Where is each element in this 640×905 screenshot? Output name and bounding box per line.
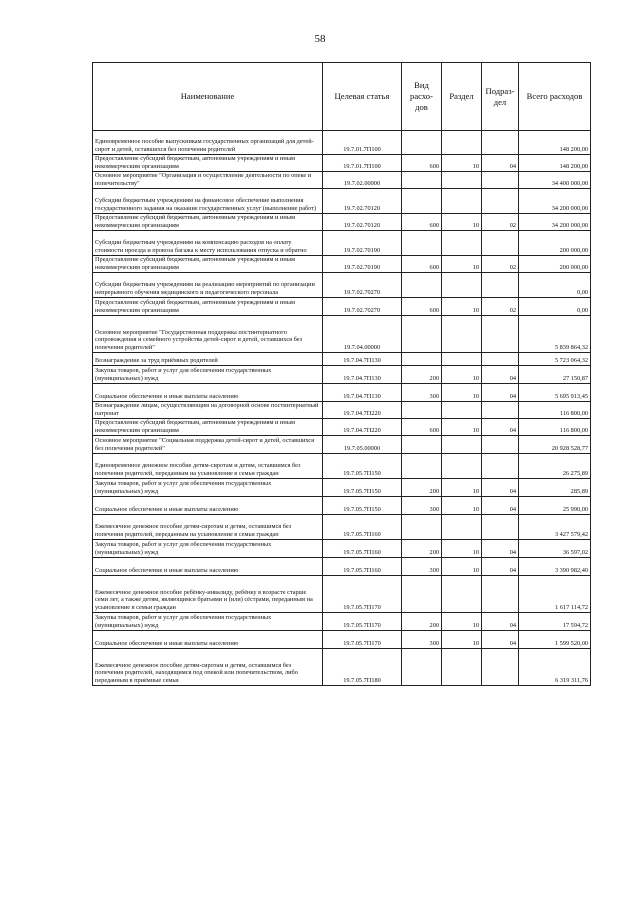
row-name-cell: Социальное обеспечение и иные выплаты населению xyxy=(93,384,323,402)
table-row xyxy=(93,256,591,273)
table-row xyxy=(93,214,591,231)
table-row xyxy=(93,576,591,613)
table-row xyxy=(93,515,591,540)
table-row xyxy=(93,231,591,256)
row-name-cell: Основное мероприятие "Государственная поддержка постинтернатного сопровождения и семейного устройства детей-сирот и детей, оставшихся без попечения родителей" xyxy=(93,316,323,353)
row-name-cell: Субсидии бюджетным учреждениям на компенсацию расходов на оплату стоимости проезда и провоза багажа к месту использования отпуска и обратно xyxy=(93,231,323,256)
row-expense-type-cell: 600 xyxy=(402,256,442,273)
row-target-article-cell: 19.7.05.7П160 xyxy=(323,558,402,576)
row-total-cell: 148 200,00 xyxy=(519,131,591,155)
table-row xyxy=(93,613,591,631)
row-name-cell: Предоставление субсидий бюджетным, автономным учреждениям и иным некоммерческим организациям xyxy=(93,419,323,436)
row-target-article-cell: 19.7.04.7П220 xyxy=(323,402,402,419)
row-total-cell: 34 400 000,00 xyxy=(519,172,591,189)
row-section-cell: 10 xyxy=(442,631,482,649)
row-expense-type-cell: 300 xyxy=(402,497,442,515)
row-total-cell: 6 319 311,76 xyxy=(519,649,591,686)
row-target-article-cell: 19.7.04.7П130 xyxy=(323,384,402,402)
row-section-cell: 10 xyxy=(442,540,482,558)
row-subsection-cell: 02 xyxy=(482,214,519,231)
table-row xyxy=(93,273,591,298)
table-row xyxy=(93,631,591,649)
row-total-cell: 5 723 064,32 xyxy=(519,353,591,366)
row-expense-type-cell xyxy=(402,273,442,298)
row-name-cell: Социальное обеспечение и иные выплаты населению xyxy=(93,497,323,515)
row-section-cell xyxy=(442,273,482,298)
row-total-cell: 3 427 579,42 xyxy=(519,515,591,540)
row-name-cell: Закупка товаров, работ и услуг для обеспечения государственных (муниципальных) нужд xyxy=(93,479,323,497)
row-target-article-cell: 19.7.05.7П160 xyxy=(323,540,402,558)
row-expense-type-cell xyxy=(402,515,442,540)
row-section-cell: 10 xyxy=(442,479,482,497)
table-row xyxy=(93,316,591,353)
table-row xyxy=(93,436,591,454)
row-subsection-cell: 02 xyxy=(482,298,519,316)
row-section-cell: 10 xyxy=(442,613,482,631)
row-expense-type-cell: 600 xyxy=(402,419,442,436)
row-subsection-cell: 04 xyxy=(482,479,519,497)
row-total-cell: 27 150,87 xyxy=(519,366,591,384)
row-name-cell: Единовременное денежное пособие детям-сиротам и детям, оставшимся без попечения родителей, переданным на усыновление в семьи граждан xyxy=(93,454,323,479)
row-subsection-cell: 04 xyxy=(482,384,519,402)
row-subsection-cell xyxy=(482,436,519,454)
row-name-cell: Предоставление субсидий бюджетным, автономным учреждениям и иным некоммерческим организациям xyxy=(93,214,323,231)
table-row xyxy=(93,298,591,316)
row-target-article-cell: 19.7.05.7П150 xyxy=(323,497,402,515)
row-expense-type-cell xyxy=(402,131,442,155)
row-total-cell: 200 000,00 xyxy=(519,256,591,273)
header-name: Наименование xyxy=(93,63,323,131)
row-total-cell: 1 599 520,00 xyxy=(519,631,591,649)
table-row xyxy=(93,155,591,172)
row-subsection-cell: 04 xyxy=(482,613,519,631)
row-subsection-cell: 02 xyxy=(482,256,519,273)
row-total-cell: 26 275,89 xyxy=(519,454,591,479)
row-total-cell: 34 200 000,00 xyxy=(519,214,591,231)
row-subsection-cell xyxy=(482,273,519,298)
header-section: Раздел xyxy=(442,63,482,131)
table-row xyxy=(93,479,591,497)
row-expense-type-cell xyxy=(402,172,442,189)
row-name-cell: Субсидии бюджетным учреждениям на реализацию мероприятий по организации непрерывного обучения медицинского и педагогического персонала xyxy=(93,273,323,298)
row-target-article-cell: 19.7.04.00000 xyxy=(323,316,402,353)
row-name-cell: Предоставление субсидий бюджетным, автономным учреждениям и иным некоммерческим организациям xyxy=(93,155,323,172)
table-body xyxy=(93,131,591,686)
row-total-cell: 0,00 xyxy=(519,273,591,298)
table-row xyxy=(93,649,591,686)
row-name-cell: Ежемесячное денежное пособие детям-сиротам и детям, оставшимся без попечения родителей, находящимся под опекой или попечительством, либо переданным в приёмные семьи xyxy=(93,649,323,686)
table-row xyxy=(93,189,591,214)
row-name-cell: Социальное обеспечение и иные выплаты населению xyxy=(93,631,323,649)
row-total-cell: 20 928 528,77 xyxy=(519,436,591,454)
row-target-article-cell: 19.7.01.7П100 xyxy=(323,155,402,172)
row-total-cell: 0,00 xyxy=(519,298,591,316)
row-target-article-cell: 19.7.05.7П170 xyxy=(323,576,402,613)
row-target-article-cell: 19.7.02.70120 xyxy=(323,189,402,214)
row-subsection-cell xyxy=(482,172,519,189)
row-target-article-cell: 19.7.05.7П160 xyxy=(323,515,402,540)
header-subsection: Подраз-дел xyxy=(482,63,519,131)
row-total-cell: 5 839 864,32 xyxy=(519,316,591,353)
row-expense-type-cell xyxy=(402,353,442,366)
row-target-article-cell: 19.7.01.7П100 xyxy=(323,131,402,155)
row-expense-type-cell xyxy=(402,454,442,479)
row-expense-type-cell: 200 xyxy=(402,366,442,384)
row-total-cell: 17 594,72 xyxy=(519,613,591,631)
row-section-cell xyxy=(442,454,482,479)
page-number: 58 xyxy=(314,33,326,45)
row-section-cell: 10 xyxy=(442,214,482,231)
row-section-cell: 10 xyxy=(442,419,482,436)
row-section-cell: 10 xyxy=(442,256,482,273)
table-header-row xyxy=(93,63,591,131)
row-total-cell: 25 990,00 xyxy=(519,497,591,515)
row-expense-type-cell xyxy=(402,316,442,353)
row-name-cell: Ежемесячное денежное пособие детям-сиротам и детям, оставшимся без попечения родителей, переданным на усыновление в семьи граждан xyxy=(93,515,323,540)
row-subsection-cell xyxy=(482,402,519,419)
row-target-article-cell: 19.7.02.70120 xyxy=(323,214,402,231)
row-name-cell: Субсидии бюджетным учреждениям на финансовое обеспечение выполнения государственного задания на оказание государственных услуг (выполнение работ) xyxy=(93,189,323,214)
row-expense-type-cell: 200 xyxy=(402,479,442,497)
row-section-cell: 10 xyxy=(442,155,482,172)
row-total-cell: 1 617 114,72 xyxy=(519,576,591,613)
row-target-article-cell: 19.7.02.00000 xyxy=(323,172,402,189)
row-subsection-cell: 04 xyxy=(482,540,519,558)
row-expense-type-cell xyxy=(402,649,442,686)
row-target-article-cell: 19.7.05.7П170 xyxy=(323,613,402,631)
row-expense-type-cell: 300 xyxy=(402,384,442,402)
row-target-article-cell: 19.7.02.70190 xyxy=(323,231,402,256)
table-row xyxy=(93,353,591,366)
table-row xyxy=(93,497,591,515)
header-expense-type: Вид расхо-дов xyxy=(402,63,442,131)
row-target-article-cell: 19.7.02.70270 xyxy=(323,298,402,316)
row-section-cell xyxy=(442,316,482,353)
row-subsection-cell: 04 xyxy=(482,497,519,515)
row-expense-type-cell xyxy=(402,231,442,256)
row-section-cell: 10 xyxy=(442,298,482,316)
row-expense-type-cell: 200 xyxy=(402,540,442,558)
row-subsection-cell xyxy=(482,576,519,613)
table-row xyxy=(93,558,591,576)
row-subsection-cell xyxy=(482,231,519,256)
row-subsection-cell xyxy=(482,316,519,353)
budget-table xyxy=(92,62,591,686)
row-total-cell: 116 800,00 xyxy=(519,419,591,436)
row-name-cell: Вознаграждение лицам, осуществляющим на договорной основе постинтернатный патронат xyxy=(93,402,323,419)
row-target-article-cell: 19.7.05.7П170 xyxy=(323,631,402,649)
row-name-cell: Социальное обеспечение и иные выплаты населению xyxy=(93,558,323,576)
row-section-cell xyxy=(442,576,482,613)
row-section-cell xyxy=(442,172,482,189)
row-target-article-cell: 19.7.02.70270 xyxy=(323,273,402,298)
row-target-article-cell: 19.7.04.7П130 xyxy=(323,366,402,384)
row-total-cell: 148 200,00 xyxy=(519,155,591,172)
row-name-cell: Основное мероприятие "Организация и осуществление деятельности по опеке и попечительству" xyxy=(93,172,323,189)
row-total-cell: 36 597,02 xyxy=(519,540,591,558)
row-subsection-cell xyxy=(482,649,519,686)
row-name-cell: Ежемесячное денежное пособие ребёнку-инвалиду, ребёнку в возрасте старше семи лет, а также детям, являющимся братьями и (или) сёстрами, переданным на усыновление в семьи граждан xyxy=(93,576,323,613)
row-total-cell: 285,89 xyxy=(519,479,591,497)
row-target-article-cell: 19.7.05.7П150 xyxy=(323,454,402,479)
row-target-article-cell: 19.7.05.00000 xyxy=(323,436,402,454)
row-section-cell xyxy=(442,649,482,686)
row-section-cell xyxy=(442,402,482,419)
table-row xyxy=(93,366,591,384)
row-total-cell: 200 000,00 xyxy=(519,231,591,256)
row-expense-type-cell: 300 xyxy=(402,558,442,576)
row-total-cell: 34 200 000,00 xyxy=(519,189,591,214)
table-row xyxy=(93,131,591,155)
table-row xyxy=(93,540,591,558)
row-name-cell: Закупка товаров, работ и услуг для обеспечения государственных (муниципальных) нужд xyxy=(93,540,323,558)
table-row xyxy=(93,419,591,436)
row-name-cell: Предоставление субсидий бюджетным, автономным учреждениям и иным некоммерческим организациям xyxy=(93,298,323,316)
row-expense-type-cell: 300 xyxy=(402,631,442,649)
row-name-cell: Основное мероприятие "Социальная поддержка детей-сирот и детей, оставшихся без попечения родителей" xyxy=(93,436,323,454)
row-subsection-cell: 04 xyxy=(482,631,519,649)
row-subsection-cell xyxy=(482,189,519,214)
header-total: Всего расходов xyxy=(519,63,591,131)
row-section-cell xyxy=(442,436,482,454)
row-section-cell: 10 xyxy=(442,384,482,402)
header-target-article: Целевая статья xyxy=(323,63,402,131)
row-subsection-cell: 04 xyxy=(482,558,519,576)
row-name-cell: Закупка товаров, работ и услуг для обеспечения государственных (муниципальных) нужд xyxy=(93,613,323,631)
row-section-cell xyxy=(442,189,482,214)
row-subsection-cell xyxy=(482,515,519,540)
row-section-cell xyxy=(442,353,482,366)
row-target-article-cell: 19.7.04.7П220 xyxy=(323,419,402,436)
table-row xyxy=(93,454,591,479)
row-name-cell: Закупка товаров, работ и услуг для обеспечения государственных (муниципальных) нужд xyxy=(93,366,323,384)
row-expense-type-cell xyxy=(402,436,442,454)
row-expense-type-cell xyxy=(402,576,442,613)
row-expense-type-cell: 600 xyxy=(402,298,442,316)
row-name-cell: Вознаграждение за труд приёмных родителей xyxy=(93,353,323,366)
row-expense-type-cell xyxy=(402,402,442,419)
row-section-cell xyxy=(442,515,482,540)
row-expense-type-cell xyxy=(402,189,442,214)
row-subsection-cell xyxy=(482,454,519,479)
row-subsection-cell: 04 xyxy=(482,366,519,384)
table-row xyxy=(93,172,591,189)
row-expense-type-cell: 600 xyxy=(402,214,442,231)
row-target-article-cell: 19.7.05.7П180 xyxy=(323,649,402,686)
row-target-article-cell: 19.7.02.70190 xyxy=(323,256,402,273)
row-expense-type-cell: 600 xyxy=(402,155,442,172)
row-section-cell: 10 xyxy=(442,558,482,576)
row-subsection-cell xyxy=(482,353,519,366)
row-subsection-cell: 04 xyxy=(482,155,519,172)
row-name-cell: Единовременное пособие выпускникам государственных организаций для детей-сирот и детей, оставшихся без попечения родителей xyxy=(93,131,323,155)
table-row xyxy=(93,402,591,419)
row-section-cell xyxy=(442,131,482,155)
row-section-cell: 10 xyxy=(442,497,482,515)
row-subsection-cell: 04 xyxy=(482,419,519,436)
row-total-cell: 3 390 982,40 xyxy=(519,558,591,576)
row-target-article-cell: 19.7.05.7П150 xyxy=(323,479,402,497)
row-target-article-cell: 19.7.04.7П130 xyxy=(323,353,402,366)
row-total-cell: 116 800,00 xyxy=(519,402,591,419)
row-section-cell xyxy=(442,231,482,256)
row-expense-type-cell: 200 xyxy=(402,613,442,631)
table-row xyxy=(93,384,591,402)
row-subsection-cell xyxy=(482,131,519,155)
row-name-cell: Предоставление субсидий бюджетным, автономным учреждениям и иным некоммерческим организациям xyxy=(93,256,323,273)
row-total-cell: 5 695 913,45 xyxy=(519,384,591,402)
row-section-cell: 10 xyxy=(442,366,482,384)
